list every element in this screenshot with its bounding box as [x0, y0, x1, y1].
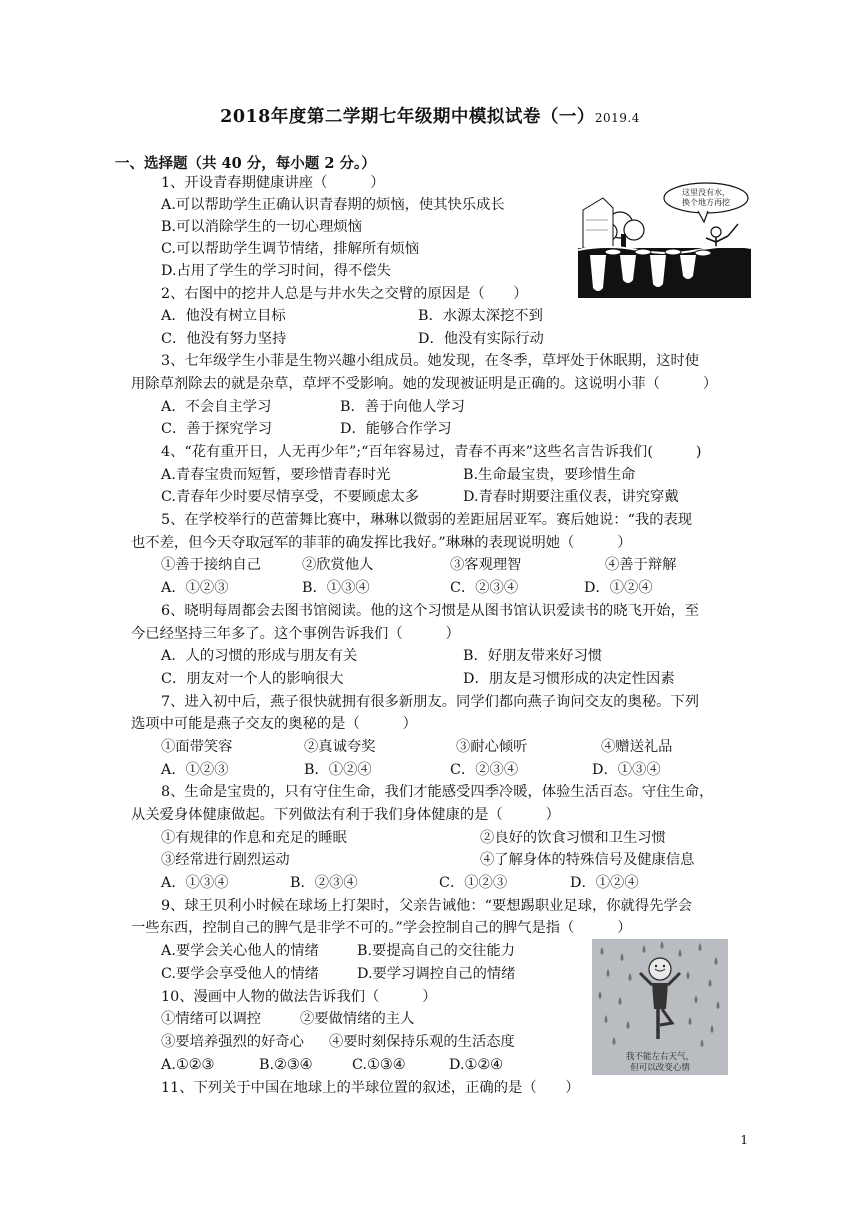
q10-item-3: ③要培养强烈的好奇心: [161, 1034, 304, 1050]
caption-line-1: 我不能左右天气，: [625, 1052, 695, 1062]
q8-item-2: ②良好的饮食习惯和卫生习惯: [480, 830, 666, 846]
q2-option-c: C．他没有努力坚持: [161, 331, 287, 347]
q5-option-b: B．①③④: [302, 580, 370, 596]
q8-item-4: ④了解身体的特殊信号及健康信息: [480, 852, 695, 868]
q10-item-4: ④要时刻保持乐观的生活态度: [329, 1034, 515, 1050]
q5-item-1: ①善于接纳自己: [161, 557, 262, 573]
q10-item-2: ②要做情绪的主人: [300, 1011, 415, 1027]
q1-option-c: C.可以帮助学生调节情绪，排解所有烦恼: [161, 241, 420, 257]
question-5-line1: 5、在学校举行的芭蕾舞比赛中，琳琳以微弱的差距屈居亚军。赛后她说：“我的表现: [161, 512, 693, 528]
q8-option-d: D．①②④: [570, 875, 639, 891]
q2-option-b: B．水源太深挖不到: [418, 308, 543, 324]
title-main: 2018年度第二学期七年级期中模拟试卷（一）: [220, 107, 595, 127]
q5-option-d: D．①②④: [584, 580, 653, 596]
q7-option-c: C．②③④: [450, 762, 519, 778]
q8-option-a: A．①③④: [161, 875, 229, 891]
q5-option-a: A．①②③: [161, 580, 229, 596]
q2-option-a: A．他没有树立目标: [161, 308, 286, 324]
question-7-line1: 7、进入初中后，燕子很快就拥有很多新朋友。同学们都向燕子询问交友的奥秘。下列: [161, 694, 700, 710]
title-date: 2019.4: [594, 111, 640, 125]
q9-option-c: C.要学会享受他人的情绪: [161, 966, 319, 982]
q8-option-c: C．①②③: [439, 875, 508, 891]
exam-title: [0, 103, 860, 128]
q6-option-c: C．朋友对一个人的影响很大: [161, 671, 344, 687]
question-9-line2: 一些东西，控制自己的脾气是非学不可的。”学会控制自己的脾气是指（ ）: [131, 920, 632, 936]
q10-option-c: C.①③④: [352, 1057, 406, 1073]
question-3-line2: 用除草剂除去的就是杂草，草坪不受影响。她的发现被证明是正确的。这说明小菲（ ）: [131, 376, 718, 392]
q8-item-1: ①有规律的作息和充足的睡眠: [161, 830, 347, 846]
q3-option-c: C．善于探究学习: [161, 421, 273, 437]
question-9-line1: 9、球王贝利小时候在球场上打架时，父亲告诫他：“要想踢职业足球，你就得先学会: [161, 898, 693, 914]
question-1: 1、开设青春期健康讲座（ ）: [161, 175, 385, 191]
q4-option-d: D.青春时期要注重仪表，讲究穿戴: [463, 489, 679, 505]
q9-option-d: D.要学习调控自己的情绪: [357, 966, 516, 982]
question-10: 10、漫画中人物的做法告诉我们（ ）: [161, 989, 437, 1005]
q6-option-b: B．好朋友带来好习惯: [463, 648, 603, 664]
q5-item-4: ④善于辩解: [605, 557, 677, 573]
q10-option-a: A.①②③: [161, 1057, 215, 1073]
question-6-line1: 6、晓明每周都会去图书馆阅读。他的这个习惯是从图书馆认识爱读书的晓飞开始，至: [161, 603, 700, 619]
q4-option-a: A.青春宝贵而短暂，要珍惜青春时光: [161, 467, 391, 483]
q1-option-d: D.占用了学生的学习时间，得不偿失: [161, 263, 391, 279]
q3-option-a: A．不会自主学习: [161, 399, 272, 415]
q4-option-c: C.青春年少时要尽情享受，不要顾虑太多: [161, 489, 420, 505]
question-5-line2: 也不差，但今天夺取冠军的菲菲的确发挥比我好。”琳琳的表现说明她（ ）: [131, 535, 632, 551]
q7-option-a: A．①②③: [161, 762, 229, 778]
q5-item-2: ②欣赏他人: [302, 557, 374, 573]
bubble-text-1: 这里没有水，: [682, 188, 730, 197]
q8-item-3: ③经常进行剧烈运动: [161, 852, 290, 868]
q10-option-b: B.②③④: [259, 1057, 313, 1073]
section-heading: 一、选择题（共 40 分，每小题 2 分。）: [115, 155, 376, 172]
well-digger-drawing: [578, 180, 751, 298]
q7-item-2: ②真诚夸奖: [304, 739, 376, 755]
q5-option-c: C．②③④: [450, 580, 519, 596]
rain-mood-drawing: [592, 939, 728, 1075]
page-number: 1: [740, 1133, 748, 1147]
q7-option-b: B．①②④: [304, 762, 372, 778]
q3-option-d: D．能够合作学习: [340, 421, 452, 437]
caption-line-2: 但可以改变心情: [630, 1063, 690, 1073]
question-11: 11、下列关于中国在地球上的半球位置的叙述，正确的是（ ）: [161, 1080, 580, 1096]
q2-option-d: D．他没有实际行动: [418, 331, 544, 347]
q7-item-3: ③耐心倾听: [456, 739, 528, 755]
q1-option-a: A.可以帮助学生正确认识青春期的烦恼，使其快乐成长: [161, 197, 505, 213]
q9-option-b: B.要提高自己的交往能力: [357, 943, 516, 959]
q7-item-4: ④赠送礼品: [601, 739, 673, 755]
question-2: 2、右图中的挖井人总是与井水失之交臂的原因是（ ）: [161, 286, 528, 302]
question-4: 4、“花有重开日，人无再少年”;“百年容易过，青春不再来”这些名言告诉我们( ): [161, 444, 702, 460]
q7-item-1: ①面带笑容: [161, 739, 233, 755]
q10-option-d: D.①②④: [449, 1057, 503, 1073]
q3-option-b: B．善于向他人学习: [340, 399, 465, 415]
question-8-line2: 从关爱身体健康做起。下列做法有利于我们身体健康的是（ ）: [131, 807, 560, 823]
q7-option-d: D．①③④: [592, 762, 661, 778]
q5-item-3: ③客观理智: [450, 557, 522, 573]
q10-item-1: ①情绪可以调控: [161, 1011, 262, 1027]
q8-option-b: B．②③④: [290, 875, 358, 891]
question-8-line1: 8、生命是宝贵的，只有守住生命，我们才能感受四季冷暖，体验生活百态。守住生命，: [161, 784, 714, 800]
q1-option-b: B.可以消除学生的一切心理烦恼: [161, 219, 362, 235]
question-7-line2: 选项中可能是燕子交友的奥秘的是（ ）: [131, 716, 417, 732]
question-6-line2: 今已经坚持三年多了。这个事例告诉我们（ ）: [131, 626, 460, 642]
bubble-text-2: 换个地方再挖: [682, 198, 730, 207]
q6-option-d: D．朋友是习惯形成的决定性因素: [463, 671, 675, 687]
q4-option-b: B.生命最宝贵，要珍惜生命: [463, 467, 636, 483]
rain-mood-cartoon: [592, 939, 728, 1075]
q6-option-a: A．人的习惯的形成与朋友有关: [161, 648, 358, 664]
q9-option-a: A.要学会关心他人的情绪: [161, 943, 319, 959]
question-3-line1: 3、七年级学生小菲是生物兴趣小组成员。她发现，在冬季，草坪处于休眠期，这时使: [161, 353, 700, 369]
well-digger-cartoon: [578, 180, 751, 298]
